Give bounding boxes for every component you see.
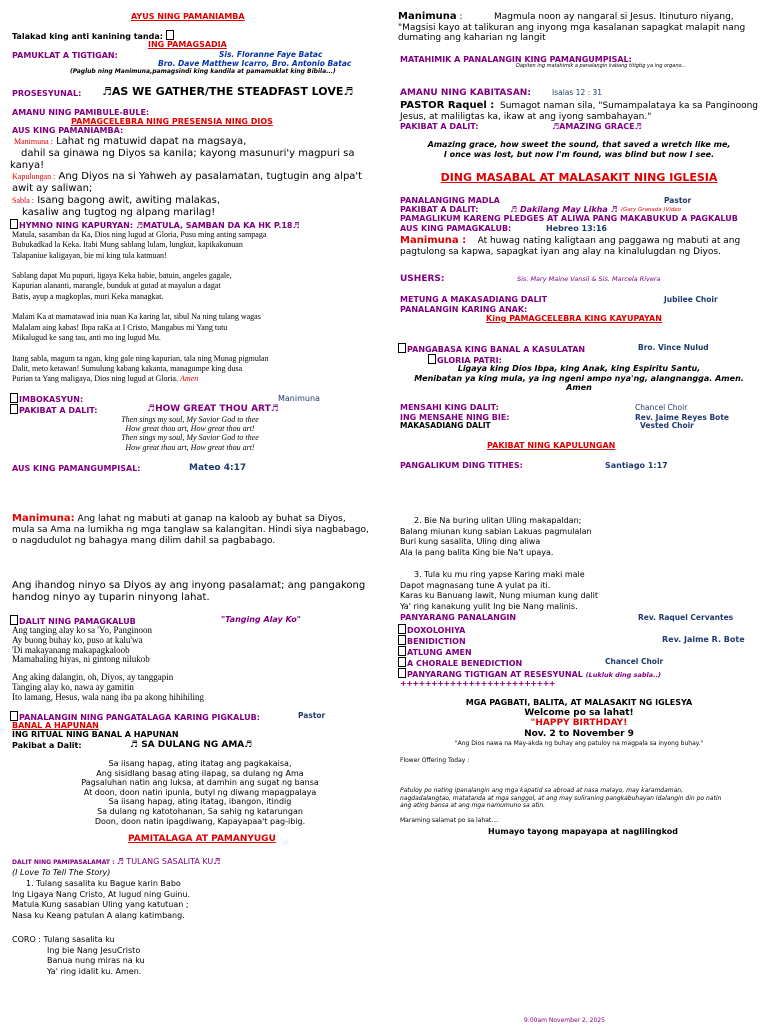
benidiction-label: BENIDICTION [398, 635, 466, 646]
birthday-verse: "Ang Dios nawa na May-akda ng buhay ang patuloy na magpala sa inyong buhay." [454, 740, 704, 747]
manimuna-line-2: dahil sa ginawa ng Diyos sa kanila; kayong masunuri'y magpuri sa kanya! [10, 148, 355, 171]
panalanging-madla-by: Pastor [664, 196, 692, 205]
makasadiang-by: Vested Choir [640, 421, 694, 430]
doxolohiya-label: DOXOLOHIYA [398, 624, 465, 635]
checkbox-icon [428, 354, 436, 364]
atlung-amen-label: ATLUNG AMEN [398, 646, 472, 657]
hymno-line: HYMNO NING KAPURYAN: ♬MATULA, SAMBAN DA KA HK P.18♬ [10, 219, 300, 230]
pagbati-heading: MGA PAGBATI, BALITA, AT MALASAKIT NG IGLESYA [465, 698, 693, 707]
pakibat2-by: (Gary Granada )Video [621, 207, 682, 213]
hymn-text: Matula, sasamban da Ka, Dios ning lugud at Gloria, Pusu ming anting sampaga Bubukadkad la Keka. Itabi Mung sablang lulam, lungkut, kapikakunuan Talapaniue kaligayan, bie mi king tula katmuan! Sablang dapat Mu pupuri, ligaya Keka babie, batuin, angeles gagale, Kapurian alananti, marangle, bunduk at gutad at mayalun a dagat Batis, ayup a magkoplas, muri Keka managkat. Malam Ka at mamatawad inia nuan Ka karing lat, sibul Na ning tulang wagas Malalam aing kabas! Ibpa raKa at I Cristo, Mangabus mi Yang tutu Mikalugud ke sang tau, anti mo ing lugud Mu. Itang sabla, magum ta ngan, king gale ning kapurian, tala ning Munag pigmulan Dalit, meto ketawan! Sumulung kabang kakanta, managumpe king dusa Purian ta Yang maligaya, Dios ning lugud at Gloria. Amen [12, 230, 269, 384]
pakibat-label: PAKIBAT A DALIT: [400, 122, 479, 131]
mensahi-dalit-by: Chancel Choir [635, 403, 688, 412]
amazing-line-2: I once was lost, but now I'm found, was blind but now I see. [443, 150, 715, 159]
aus-pamagkalub-ref: Hebreo 13:16 [546, 224, 607, 233]
metung-by: Jubilee Choir [664, 295, 718, 304]
imbokasyun-label: IMBOKASYUN: [10, 393, 83, 404]
pamaglikum-label: PAMAGLIKUM KARENG PLEDGES AT ALIWA PANG MAKABUKUD A PAGKALUB [400, 214, 738, 223]
birthday-text: "HAPPY BIRTHDAY! [530, 718, 628, 728]
plus-divider: +++++++++++++++++++++++++ [400, 679, 556, 688]
matahimik-label: MATAHIMIK A PANALANGIN KING PAMANGUMPISAL: [400, 55, 632, 64]
ihandog-paragraph: Ang ihandog ninyo sa Diyos ay ang inyong pasalamat; ang pangakong handog ninyo ay tuparin ninyong lahat. [12, 580, 366, 603]
ritual-label: ING RITUAL NING BANAL A HAPUNAN [12, 730, 179, 739]
metung-label: METUNG A MAKASADIANG DALIT [400, 295, 548, 304]
tulang-verse-3: 3. Tula ku mu ring yapse Karing maki male Dapot magnasang tune A yulat pa iti. Karas ku Banuang lawit, Nung miuman kung dalit Ya' ring kanakung yulit Ing bie Nang malinis. [400, 570, 598, 611]
prosesyunal-label: PROSESYUNAL: [12, 89, 82, 98]
chorale-label: A CHORALE BENEDICTION [398, 657, 522, 668]
amanu-label: AMANU NING PAMIBULE-BULE: [12, 108, 150, 117]
matahimik-note: Dapiten ing matahimik a panalangin kabang titigtig ya ing organo... [516, 63, 687, 69]
mensahi-dalit-label: MENSAHI KING DALIT: [400, 403, 499, 412]
checkbox-icon [10, 404, 18, 414]
panalangin-pangatalaga-label: PANALANGIN NING PANGATALAGA KARING PIGKALUB: [10, 711, 260, 722]
pamuklat-names-1: Sis. Floranne Faye Batac [219, 50, 323, 59]
prosesyunal-song: ♬AS WE GATHER/THE STEADFAST LOVE♬ [102, 85, 354, 98]
ushers-label: USHERS: [400, 274, 445, 284]
pakibat1-lyrics: Then sings my soul, My Savior God to thee How great thou art, How great thou art! Then sings my soul, My Savior God to thee How great thou art, How great thou art! [121, 415, 259, 452]
masabal-heading: DING MASABAL AT MALASAKIT NING IGLESIA [440, 171, 718, 184]
maraming-salamat: Maraming salamat po sa lahat.... [400, 817, 499, 824]
checkbox-icon [398, 343, 406, 353]
pamuklat-label: PAMUKLAT A TIGTIGAN: [12, 51, 118, 60]
checkbox-icon [10, 711, 18, 721]
panalanging-madla-label: PANALANGING MADLA [400, 196, 500, 205]
talakad-line: Talakad king anti kanining tanda: [12, 30, 175, 41]
pamuklat-names-2: Bro. Dave Matthew Icarro, Bro. Antonio Batac [158, 59, 352, 68]
manimuna2-paragraph: Manimuna : At huwag nating kaligtaan ang paggawa ng mabuti at ang pagtulong sa kapwa, sapagkat iyan ang alay na kinalulugdan ng Diyos. [400, 235, 741, 257]
pakibat2-song: ♬ Dakilang May Likha ♬ [510, 205, 618, 214]
alay-verse-1: Ang tanging alay ko sa 'Yo, Panginoon Ay buong buhay ko, puso at kalu'wa 'Di makayanang makapagkaloob Mamahaling hiyas, ni gintong nilukob [12, 625, 152, 665]
pangabasa-label: PANGABASA KING BANAL A KASULATAN [398, 343, 585, 354]
dalit-pamagkalub-song: "Tanging Alay Ko" [221, 615, 301, 624]
alay-verse-2: Ang aking dalangin, oh, Diyos, ay tanggapin Tanging alay ko, nawa ay gamitin Ito lamang, Hesus, wala nang iba pa akong hihihiling [12, 672, 204, 702]
gloria-label: GLORIA PATRI: [428, 354, 502, 365]
checkbox-icon [398, 657, 406, 667]
pamagsadia-heading: ING PAMAGSADIA [148, 40, 227, 49]
panyarang-panalangin-by: Rev. Raquel Cervantes [638, 613, 734, 622]
panalangin-pangatalaga-by: Pastor [298, 711, 326, 720]
amazing-line-1: Amazing grace, how sweet the sound, that saved a wretch like me, [427, 140, 731, 149]
resesyunal-label: PANYARANG TIGTIGAN AT RESESYUNAL (Lukluk ding sabla..) [398, 668, 661, 679]
kabitasan-label: AMANU NING KABITASAN: [400, 88, 531, 98]
kabitasan-ref: Isaias 12 : 31 [552, 88, 603, 97]
pakibat2-label: Pakibat a Dalit: [12, 741, 82, 750]
checkbox-icon [10, 393, 18, 403]
flower-offering: Flower Offering Today : [400, 757, 470, 764]
pakibat-song: ♬AMAZING GRACE♬ [552, 122, 642, 131]
ushers-names: Sis. Mary Maine Vansil & Sis. Marcela Rivera [517, 275, 661, 283]
checkbox-icon [398, 635, 406, 645]
kayupayan-heading: King PAMAGCELEBRA KING KAYUPAYAN [486, 314, 662, 323]
kapulungan-text: Kapulungan : Ang Diyos na si Yahweh ay pasalamatan, tugtugin ang alpa't awit ay saliwan; [12, 171, 363, 194]
pamipasalamat-line: DALIT NING PAMIPASALAMAT : ♬ TULANG SASALITA KU♬ [12, 857, 221, 866]
checkbox-icon [10, 615, 18, 625]
pangabasa-by: Bro. Vince Nulud [638, 343, 709, 352]
tulang-verse-2: 2. Bie Na buring ulitan Uling makapaldan; Balang miunan kung sabian Lakuas pagmulalan Buri kung sasalita, Uling ding aliwa Ala la pang balita King bie Na't upaya. [400, 516, 592, 557]
manimuna-line-1: Manimuna : Lahat ng matuwid dapat na magsaya, [14, 136, 247, 147]
sabla-line-2: kasaliw ang tugtog ng alpang marilag! [22, 207, 216, 218]
pakibat1-label: PAKIBAT A DALIT: [10, 404, 98, 415]
pakibat2-song: ♬ SA DULANG NG AMA♬ [130, 740, 253, 750]
mensahe-bie-label: ING MENSAHE NING BIE: [400, 413, 510, 422]
makasadiang-label: MAKASADIANG DALIT [400, 421, 491, 430]
pamangumpisal-ref: Mateo 4:17 [189, 463, 247, 473]
aus-pamagkalub-label: AUS KING PAMAGKALUB: [400, 224, 512, 233]
pangalikum-ref: Santiago 1:17 [605, 461, 668, 470]
pamuklat-note: (Paglub ning Manimuna,pamagsindi king kandila at pamamuklat king Bibila...) [70, 68, 336, 75]
dalit-pamagkalub-label: DALIT NING PAMAGKALUB [10, 615, 136, 626]
manimuna2-paragraph: Manimuna: Ang lahat ng mabuti at ganap na kaloob ay buhat sa Diyos, mula sa Ama na lumikha ng mga tanglaw sa kalangitan. Hindi siya nagbabago, o nagdudulot ng bahagya mang dilim dahil sa pagbabago. [12, 513, 369, 546]
footer-date: 9:00am November 2, 2025 [524, 1017, 605, 1024]
tulang-verse-1: 1. Tulang sasalita ku Bague karin Babo Ing Ligaya Nang Cristo, At lugud ning Guinu. Matula Kung sasabian Uling yang katutuan ; Nasa ku Keang patulan A alang katimbang. [12, 879, 191, 920]
benidiction-by: Rev. Jaime R. Bote [662, 635, 745, 644]
pangalikum-label: PANGALIKUM DING TITHES: [400, 461, 523, 470]
panalangin-anak-label: PANALANGIN KARING ANAK: [400, 305, 528, 314]
coro-lines: CORO : Tulang sasalita ku Ing bie Nang JesuCristo Banua nung miras na ku Ya' ring idalit ku. Amen. [12, 935, 145, 976]
header-title: AYUS NING PAMANIAMBA [131, 12, 245, 21]
checkbox-icon [398, 624, 406, 634]
sabla-line-1: Sabla : Isang bagong awit, awiting malakas, [12, 195, 221, 206]
welcome-text: Welcome po sa lahat! [524, 708, 634, 718]
humayo-text: Humayo tayong mapayapa at naglilingkod [488, 827, 678, 836]
dulang-lyrics: Sa iisang hapag, ating itatag ang pagkakaisa, Ang sisidlang basag ating ilapag, sa dulang ng Ama Pagsaluhan natin ang luksa, at damhin ang sugat ng bansa At doon, doon natin ipunla, butyl ng diwang mapagpalaya Sa iisang hapag, ating itatag, ibangon, itindig Sa dulang ng katotohanan, Sa sahig ng katarungan Doon, doon natin ipagdiwang, Kapayapaa't pag-ibig. [81, 759, 319, 826]
imbokasyun-by: Manimuna [278, 394, 320, 403]
pakibat2-label: PAKIBAT A DALIT: [400, 205, 479, 214]
mensahe-bie-by: Rev. Jaime Reyes Bote [635, 413, 729, 422]
banal-hapunan-heading: BANAL A HAPUNAN [12, 721, 99, 730]
pamitalaga-heading: PAMITALAGA AT PAMANYUGU [128, 834, 276, 844]
patuloy-paragraph: Patuloy po nating ipanalangin ang mga kapatid sa abroad at nasa malayo, may karamdaman, nagdadalangtao, matatanda at mga sanggol, at ang may suliraning pangkabuhayan Idalangin din po natin ang ating bansa at ang mga namumuno sa atin. [400, 787, 722, 809]
checkbox-icon [10, 219, 18, 229]
panyarang-panalangin-label: PANYARANG PANALANGIN [400, 613, 517, 622]
pamangumpisal-label: AUS KING PAMANGUMPISAL: [12, 464, 141, 473]
checkbox-icon [398, 668, 406, 678]
checkbox-icon [166, 30, 174, 40]
birthday-dates: Nov. 2 to November 9 [524, 729, 634, 739]
pakibat1-song: ♬HOW GREAT THOU ART♬ [147, 404, 279, 414]
chorale-by: Chancel Choir [605, 657, 664, 666]
pastor-paragraph: PASTOR Raquel : Sumagot naman sila, "Sumampalataya ka sa Panginoong Jesus, at maliligtas ka, ikaw at ang iyong sambahayan." [400, 100, 758, 122]
pamagcelebra-heading: PAMAGCELEBRA NING PRESENSIA NING DIOS [71, 117, 273, 126]
pakibat-kapulungan-heading: PAKIBAT NING KAPULUNGAN [487, 441, 616, 450]
right-manimuna-paragraph: Manimuna : Magmula noon ay nangaral si Jesus. Itinuturo niyang, "Magsisi kayo at talikuran ang inyong mga kasalanan sapagkat malapit nang dumating ang kaharian ng langit [398, 11, 746, 44]
aus-pamaniamba-label: AUS KING PAMANIAMBA: [12, 126, 124, 135]
checkbox-icon [398, 646, 406, 656]
gloria-line-2: Menibatan ya king mula, ya ing ngeni ampo nya'ng, alangnangga. Amen. [414, 374, 744, 383]
pamipasalamat-sub: (I Love To Tell The Story) [12, 868, 111, 877]
gloria-line-1: Ligaya king Dios Ibpa, king Anak, king Espiritu Santu, [457, 364, 701, 373]
gloria-line-3: Amen [566, 383, 592, 392]
